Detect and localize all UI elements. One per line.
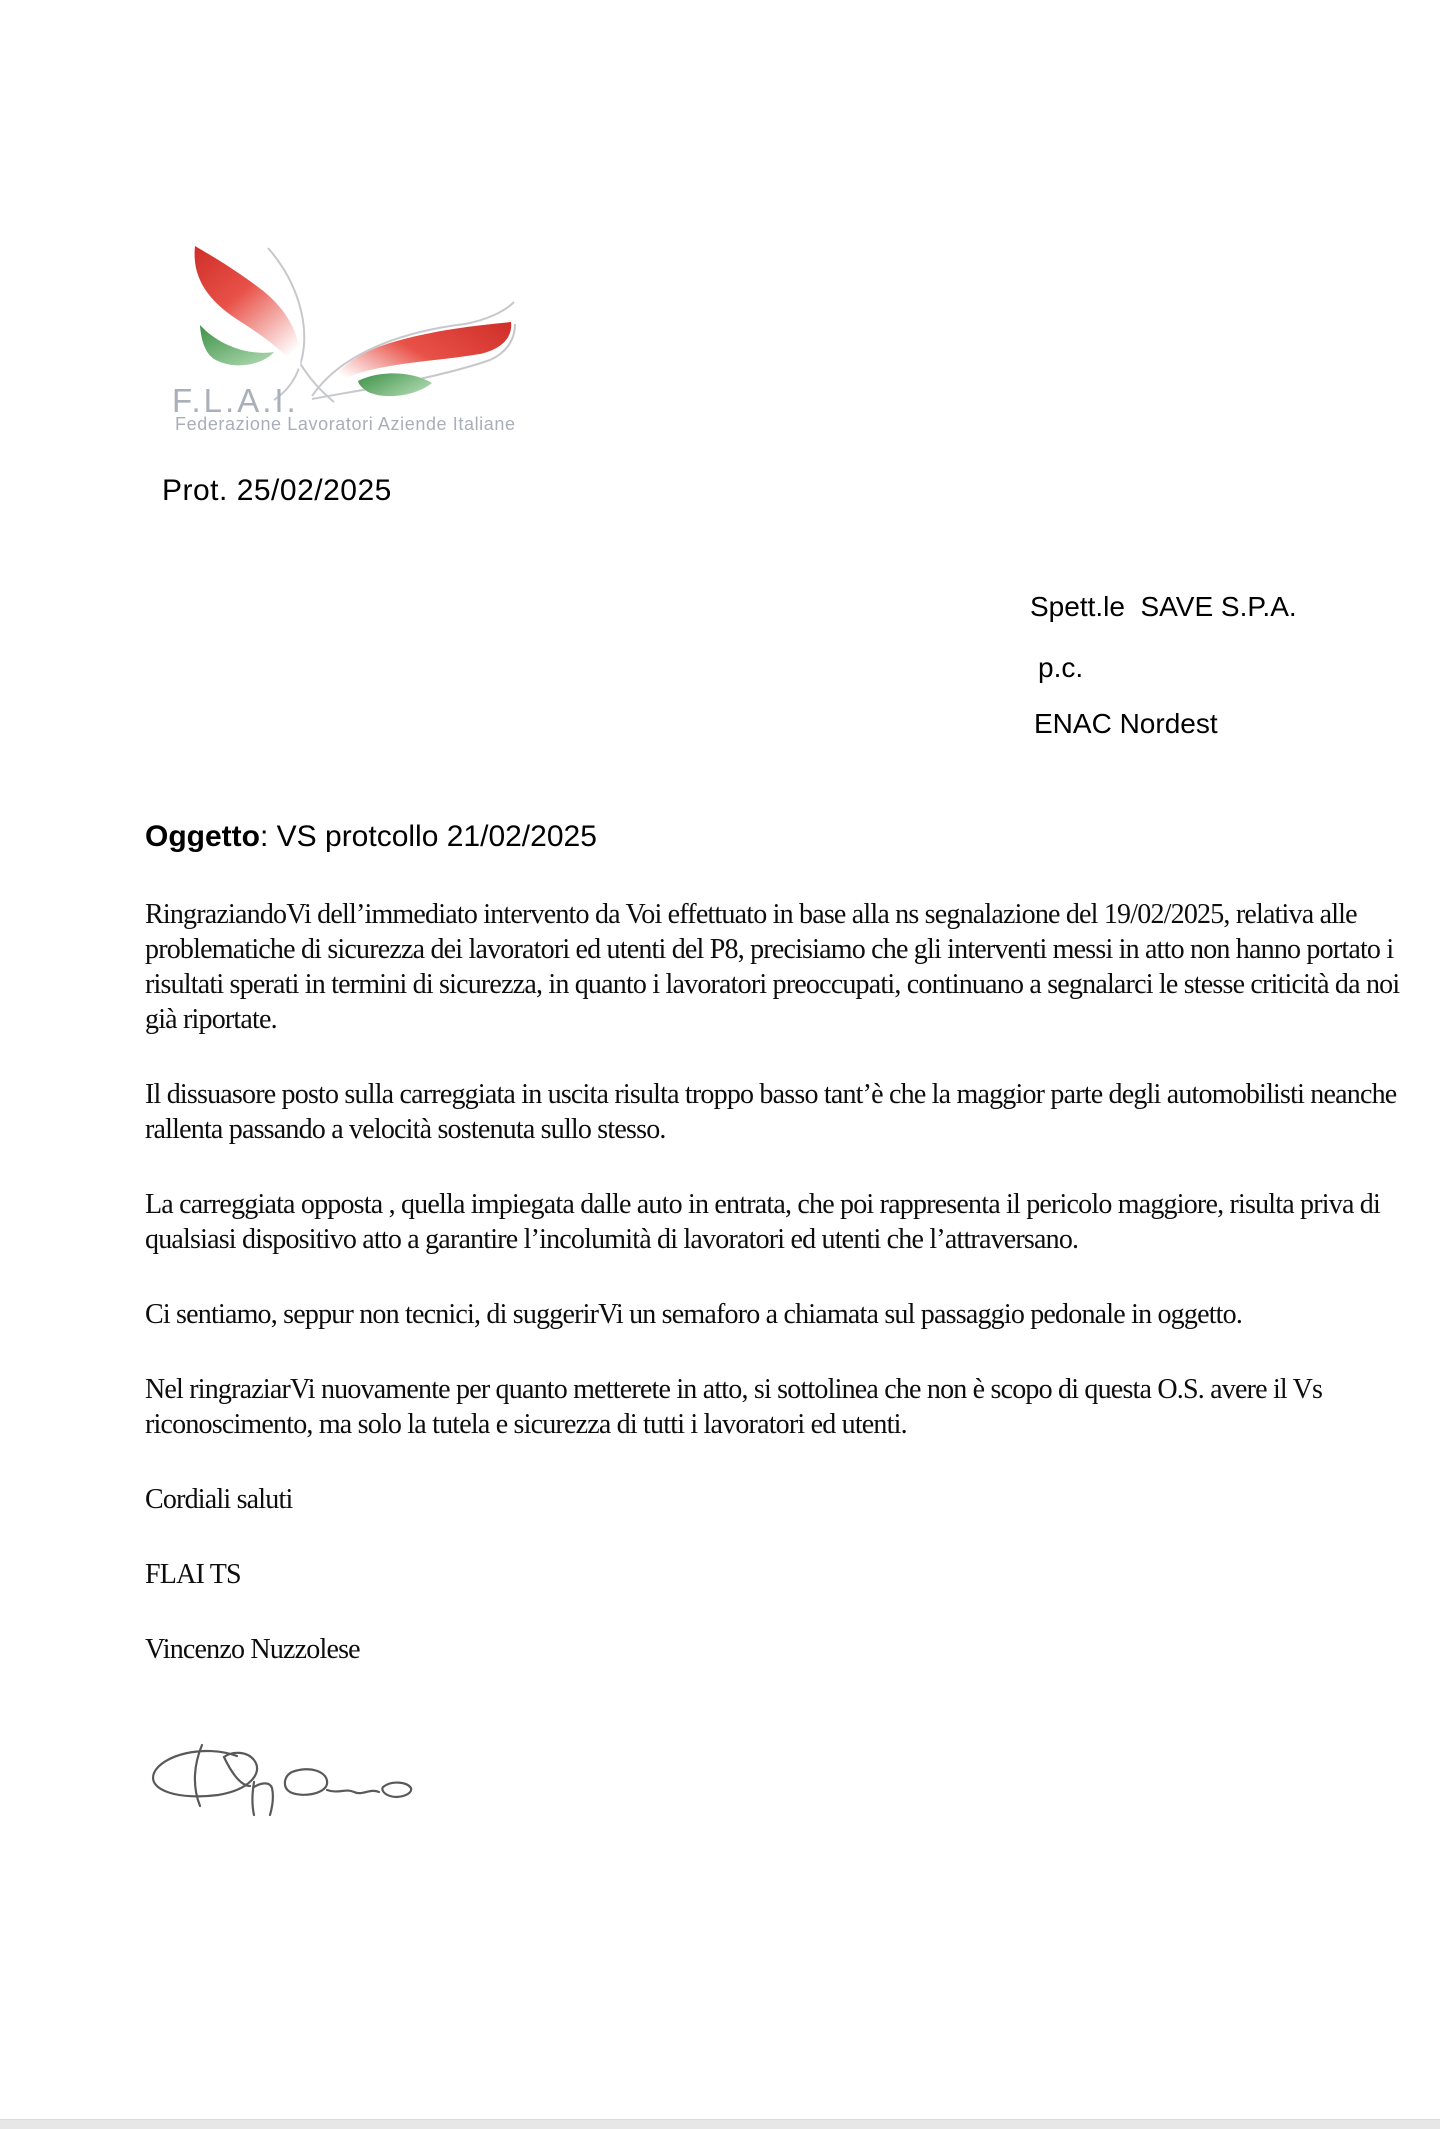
- logo-acronym: F.L.A.I.: [172, 382, 299, 419]
- flai-wings-icon: [170, 240, 530, 405]
- subject-label: Oggetto: [145, 820, 260, 853]
- body-paragraph: Il dissuasore posto sulla carreggiata in uscita risulta troppo basso tant’è che la maggior parte degli automobilisti neanche rallenta passando a velocità sostenuta sullo stesso.: [145, 1079, 1397, 1145]
- body-paragraph: Ci sentiamo, seppur non tecnici, di suggerirVi un semaforo a chiamata sul passaggio pedonale in oggetto.: [145, 1299, 1243, 1330]
- recipient-cc: ENAC Nordest: [1034, 708, 1218, 739]
- logo-subtitle: Federazione Lavoratori Aziende Italiane: [175, 414, 516, 434]
- body-paragraph: RingraziandoVi dell’immediato intervento da Voi effettuato in base alla ns segnalazione del 19/02/2025, relativa alle problematiche di sicurezza dei lavoratori ed utenti del P8, precisiamo che gli interventi messi in atto non hanno portato i risultati sperati in termini di sicurezza, in quanto i lavoratori preoccupati, continuano a segnalarci le stesse criticità da noi già riportate.: [145, 899, 1400, 1035]
- body-paragraph: La carreggiata opposta , quella impiegata dalle auto in entrata, che poi rappresenta il pericolo maggiore, risulta priva di qualsiasi dispositivo atto a garantire l’incolumità di lavoratori ed utenti che l’attraversano.: [145, 1189, 1380, 1255]
- recipient-to: Spett.le SAVE S.P.A.: [1030, 591, 1297, 622]
- signature-scribble-icon: [142, 1742, 427, 1837]
- body-paragraph: Nel ringraziarVi nuovamente per quanto metterete in atto, si sottolinea che non è scopo di questa O.S. avere il Vs riconoscimento, ma solo la tutela e sicurezza di tutti i lavoratori ed utenti.: [145, 1374, 1323, 1440]
- subject-line: [145, 820, 597, 854]
- flai-logo: [170, 240, 532, 434]
- bottom-gray-bar: [0, 2119, 1440, 2129]
- subject-value: : VS protcollo 21/02/2025: [259, 820, 597, 853]
- protocol-date: Prot. 25/02/2025: [162, 474, 392, 507]
- signer-name: Vincenzo Nuzzolese: [145, 1634, 360, 1665]
- recipient-block: [1030, 590, 1297, 741]
- closing-organization: FLAI TS: [145, 1559, 241, 1590]
- letter-body: [145, 897, 1430, 1707]
- handwritten-signature: [142, 1742, 427, 1842]
- closing-salutation: Cordiali saluti: [145, 1484, 293, 1515]
- cc-label: p.c.: [1038, 652, 1084, 683]
